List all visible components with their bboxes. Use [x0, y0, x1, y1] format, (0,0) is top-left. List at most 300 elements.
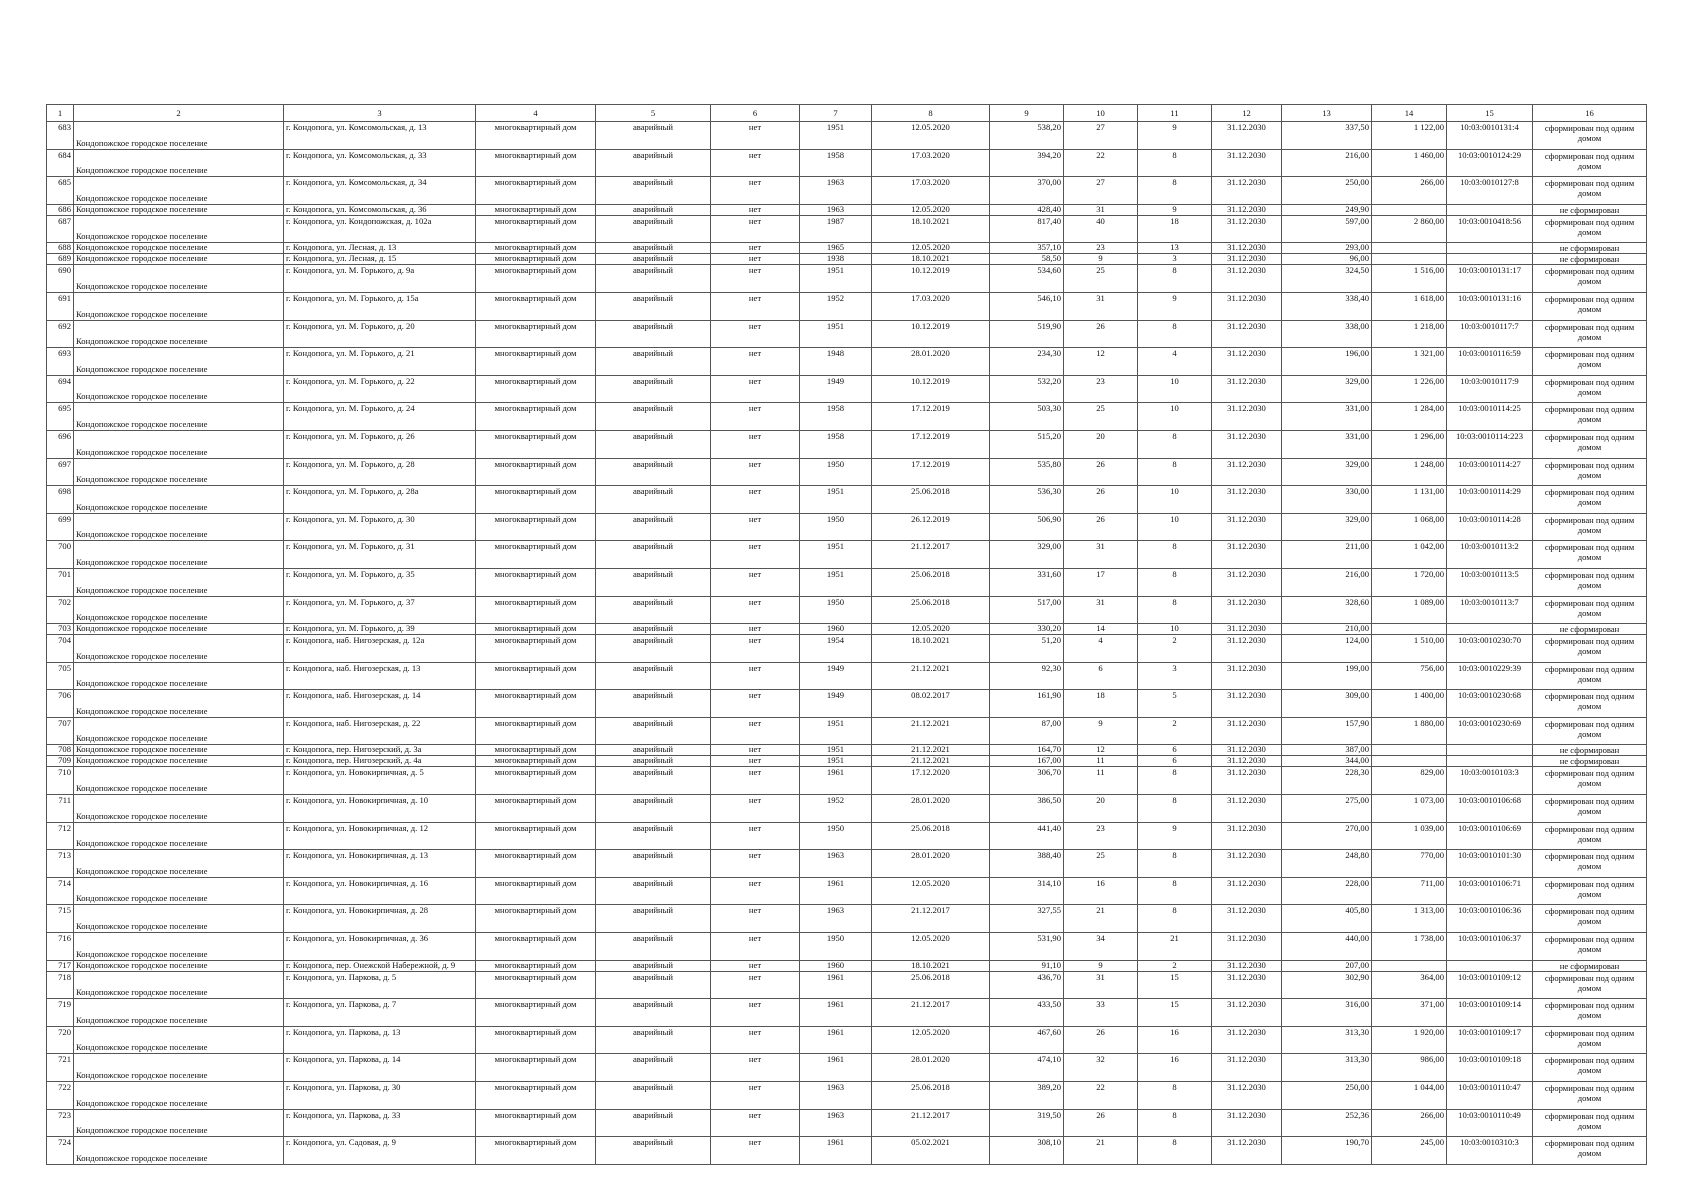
cell-col-5: аварийный [596, 999, 711, 1027]
cell-col-5: аварийный [596, 215, 711, 243]
cell-col-15: 10:03:0010109:17 [1447, 1026, 1533, 1054]
cell-col-12: 31.12.2030 [1212, 850, 1282, 878]
cell-col-1: 698 [47, 486, 74, 514]
cell-col-12: 31.12.2030 [1212, 430, 1282, 458]
cell-col-11: 8 [1138, 767, 1212, 795]
table-row [47, 243, 1647, 254]
cell-col-15: 10:03:0010117:9 [1447, 375, 1533, 403]
cell-col-14 [1372, 243, 1447, 254]
cell-col-12: 31.12.2030 [1212, 204, 1282, 215]
cell-col-1: 686 [47, 204, 74, 215]
cell-col-13: 440,00 [1282, 933, 1372, 961]
cell-col-9: 308,10 [990, 1137, 1064, 1165]
cell-col-11: 4 [1138, 348, 1212, 376]
cell-col-5: аварийный [596, 265, 711, 293]
cell-col-3: г. Кондопога, ул. Комсомольская, д. 36 [284, 204, 476, 215]
cell-col-6: нет [711, 905, 800, 933]
table-row [47, 933, 1647, 961]
cell-col-14: 1 122,00 [1372, 122, 1447, 150]
cell-col-7: 1950 [800, 596, 872, 624]
cell-col-6: нет [711, 1082, 800, 1110]
cell-col-4: многоквартирный дом [476, 933, 596, 961]
cell-col-12: 31.12.2030 [1212, 215, 1282, 243]
cell-col-10: 26 [1064, 1109, 1138, 1137]
cell-col-1: 712 [47, 822, 74, 850]
cell-col-4: многоквартирный дом [476, 745, 596, 756]
table-row [47, 635, 1647, 663]
cell-col-7: 1951 [800, 745, 872, 756]
cell-col-7: 1950 [800, 513, 872, 541]
cell-col-7: 1951 [800, 486, 872, 514]
cell-col-5: аварийный [596, 541, 711, 569]
cell-col-11: 8 [1138, 795, 1212, 823]
cell-col-16: не сформирован [1533, 624, 1647, 635]
cell-col-8: 26.12.2019 [872, 513, 990, 541]
cell-col-16: сформирован под одним домом [1533, 458, 1647, 486]
column-header-15: 15 [1447, 105, 1533, 122]
cell-col-13: 328,60 [1282, 596, 1372, 624]
cell-col-8: 25.06.2018 [872, 568, 990, 596]
cell-col-10: 31 [1064, 541, 1138, 569]
cell-col-13: 329,00 [1282, 375, 1372, 403]
cell-col-4: многоквартирный дом [476, 292, 596, 320]
table-row [47, 662, 1647, 690]
cell-col-13: 275,00 [1282, 795, 1372, 823]
cell-col-5: аварийный [596, 756, 711, 767]
cell-col-15: 10:03:0010113:7 [1447, 596, 1533, 624]
housing-registry-table [46, 104, 1646, 1165]
cell-col-7: 1951 [800, 717, 872, 745]
cell-col-14: 1 296,00 [1372, 430, 1447, 458]
cell-col-15: 10:03:0010116:59 [1447, 348, 1533, 376]
cell-col-11: 6 [1138, 745, 1212, 756]
column-header-12: 12 [1212, 105, 1282, 122]
cell-col-15: 10:03:0010114:25 [1447, 403, 1533, 431]
cell-col-8: 21.12.2017 [872, 541, 990, 569]
cell-col-10: 12 [1064, 348, 1138, 376]
cell-col-5: аварийный [596, 877, 711, 905]
cell-col-5: аварийный [596, 624, 711, 635]
cell-col-15: 10:03:0010113:5 [1447, 568, 1533, 596]
cell-col-5: аварийный [596, 905, 711, 933]
cell-col-5: аварийный [596, 971, 711, 999]
cell-col-12: 31.12.2030 [1212, 717, 1282, 745]
cell-col-6: нет [711, 1054, 800, 1082]
cell-col-8: 28.01.2020 [872, 850, 990, 878]
cell-col-6: нет [711, 403, 800, 431]
cell-col-16: сформирован под одним домом [1533, 375, 1647, 403]
cell-col-5: аварийный [596, 458, 711, 486]
cell-col-10: 23 [1064, 822, 1138, 850]
header-row [47, 105, 1647, 122]
cell-col-8: 18.10.2021 [872, 215, 990, 243]
cell-col-6: нет [711, 215, 800, 243]
cell-col-8: 05.02.2021 [872, 1137, 990, 1165]
cell-col-16: сформирован под одним домом [1533, 513, 1647, 541]
cell-col-8: 10.12.2019 [872, 320, 990, 348]
cell-col-4: многоквартирный дом [476, 971, 596, 999]
cell-col-1: 685 [47, 177, 74, 205]
cell-col-12: 31.12.2030 [1212, 999, 1282, 1027]
cell-col-10: 31 [1064, 971, 1138, 999]
cell-col-1: 690 [47, 265, 74, 293]
cell-col-10: 20 [1064, 795, 1138, 823]
cell-col-8: 17.12.2019 [872, 430, 990, 458]
table-row [47, 1109, 1647, 1137]
cell-col-6: нет [711, 960, 800, 971]
table-row [47, 624, 1647, 635]
cell-col-4: многоквартирный дом [476, 999, 596, 1027]
cell-col-2: Кондопожское городское поселение [74, 933, 284, 961]
cell-col-2: Кондопожское городское поселение [74, 403, 284, 431]
cell-col-2: Кондопожское городское поселение [74, 292, 284, 320]
cell-col-16: сформирован под одним домом [1533, 348, 1647, 376]
cell-col-6: нет [711, 122, 800, 150]
cell-col-15 [1447, 756, 1533, 767]
table-row [47, 215, 1647, 243]
cell-col-10: 18 [1064, 690, 1138, 718]
cell-col-8: 12.05.2020 [872, 122, 990, 150]
table-row [47, 1082, 1647, 1110]
cell-col-11: 8 [1138, 177, 1212, 205]
cell-col-2: Кондопожское городское поселение [74, 635, 284, 663]
cell-col-12: 31.12.2030 [1212, 375, 1282, 403]
cell-col-5: аварийный [596, 1082, 711, 1110]
cell-col-6: нет [711, 624, 800, 635]
cell-col-5: аварийный [596, 403, 711, 431]
cell-col-11: 8 [1138, 596, 1212, 624]
table-row [47, 1026, 1647, 1054]
cell-col-3: г. Кондопога, ул. Новокирпичная, д. 28 [284, 905, 476, 933]
cell-col-3: г. Кондопога, ул. М. Горького, д. 15а [284, 292, 476, 320]
cell-col-15: 10:03:0010106:68 [1447, 795, 1533, 823]
cell-col-3: г. Кондопога, ул. Паркова, д. 13 [284, 1026, 476, 1054]
cell-col-8: 17.03.2020 [872, 292, 990, 320]
cell-col-6: нет [711, 204, 800, 215]
table-row [47, 149, 1647, 177]
cell-col-6: нет [711, 486, 800, 514]
cell-col-2: Кондопожское городское поселение [74, 1026, 284, 1054]
cell-col-6: нет [711, 717, 800, 745]
cell-col-3: г. Кондопога, ул. Лесная, д. 15 [284, 254, 476, 265]
cell-col-14: 1 400,00 [1372, 690, 1447, 718]
cell-col-13: 293,00 [1282, 243, 1372, 254]
cell-col-7: 1949 [800, 662, 872, 690]
cell-col-1: 718 [47, 971, 74, 999]
cell-col-1: 699 [47, 513, 74, 541]
cell-col-13: 337,50 [1282, 122, 1372, 150]
cell-col-2: Кондопожское городское поселение [74, 265, 284, 293]
cell-col-10: 23 [1064, 375, 1138, 403]
cell-col-3: г. Кондопога, ул. Лесная, д. 13 [284, 243, 476, 254]
cell-col-8: 25.06.2018 [872, 822, 990, 850]
cell-col-4: многоквартирный дом [476, 756, 596, 767]
cell-col-16: сформирован под одним домом [1533, 265, 1647, 293]
cell-col-3: г. Кондопога, наб. Нигозерская, д. 13 [284, 662, 476, 690]
cell-col-13: 199,00 [1282, 662, 1372, 690]
column-header-9: 9 [990, 105, 1064, 122]
cell-col-2: Кондопожское городское поселение [74, 458, 284, 486]
cell-col-2: Кондопожское городское поселение [74, 795, 284, 823]
cell-col-3: г. Кондопога, ул. Новокирпичная, д. 13 [284, 850, 476, 878]
cell-col-13: 252,36 [1282, 1109, 1372, 1137]
cell-col-9: 519,90 [990, 320, 1064, 348]
cell-col-12: 31.12.2030 [1212, 122, 1282, 150]
cell-col-12: 31.12.2030 [1212, 1109, 1282, 1137]
cell-col-4: многоквартирный дом [476, 458, 596, 486]
cell-col-7: 1950 [800, 458, 872, 486]
cell-col-15: 10:03:0010113:2 [1447, 541, 1533, 569]
cell-col-4: многоквартирный дом [476, 596, 596, 624]
cell-col-14: 371,00 [1372, 999, 1447, 1027]
cell-col-16: сформирован под одним домом [1533, 320, 1647, 348]
cell-col-8: 21.12.2021 [872, 745, 990, 756]
cell-col-10: 14 [1064, 624, 1138, 635]
cell-col-14: 1 460,00 [1372, 149, 1447, 177]
table-row [47, 745, 1647, 756]
cell-col-3: г. Кондопога, ул. Новокирпичная, д. 12 [284, 822, 476, 850]
cell-col-13: 210,00 [1282, 624, 1372, 635]
cell-col-12: 31.12.2030 [1212, 541, 1282, 569]
cell-col-3: г. Кондопога, ул. М. Горького, д. 24 [284, 403, 476, 431]
cell-col-15 [1447, 254, 1533, 265]
cell-col-4: многоквартирный дом [476, 149, 596, 177]
cell-col-7: 1950 [800, 822, 872, 850]
cell-col-12: 31.12.2030 [1212, 1082, 1282, 1110]
cell-col-1: 683 [47, 122, 74, 150]
cell-col-4: многоквартирный дом [476, 177, 596, 205]
cell-col-12: 31.12.2030 [1212, 767, 1282, 795]
cell-col-13: 313,30 [1282, 1026, 1372, 1054]
cell-col-13: 309,00 [1282, 690, 1372, 718]
cell-col-9: 536,30 [990, 486, 1064, 514]
column-header-8: 8 [872, 105, 990, 122]
cell-col-6: нет [711, 348, 800, 376]
cell-col-15: 10:03:0010230:69 [1447, 717, 1533, 745]
cell-col-10: 21 [1064, 1137, 1138, 1165]
cell-col-8: 25.06.2018 [872, 1082, 990, 1110]
cell-col-12: 31.12.2030 [1212, 265, 1282, 293]
cell-col-2: Кондопожское городское поселение [74, 905, 284, 933]
cell-col-1: 715 [47, 905, 74, 933]
cell-col-14: 1 248,00 [1372, 458, 1447, 486]
cell-col-4: многоквартирный дом [476, 215, 596, 243]
cell-col-7: 1958 [800, 403, 872, 431]
cell-col-10: 27 [1064, 177, 1138, 205]
cell-col-12: 31.12.2030 [1212, 177, 1282, 205]
cell-col-11: 18 [1138, 215, 1212, 243]
cell-col-4: многоквартирный дом [476, 513, 596, 541]
cell-col-5: аварийный [596, 1054, 711, 1082]
cell-col-11: 10 [1138, 624, 1212, 635]
cell-col-4: многоквартирный дом [476, 204, 596, 215]
cell-col-5: аварийный [596, 850, 711, 878]
cell-col-11: 6 [1138, 756, 1212, 767]
cell-col-2: Кондопожское городское поселение [74, 254, 284, 265]
cell-col-8: 21.12.2017 [872, 999, 990, 1027]
cell-col-10: 9 [1064, 254, 1138, 265]
cell-col-6: нет [711, 320, 800, 348]
cell-col-16: сформирован под одним домом [1533, 767, 1647, 795]
cell-col-13: 330,00 [1282, 486, 1372, 514]
table-row [47, 486, 1647, 514]
table-row [47, 717, 1647, 745]
cell-col-9: 329,00 [990, 541, 1064, 569]
cell-col-2: Кондопожское городское поселение [74, 243, 284, 254]
cell-col-2: Кондопожское городское поселение [74, 717, 284, 745]
cell-col-8: 17.12.2020 [872, 767, 990, 795]
cell-col-15: 10:03:0010103:3 [1447, 767, 1533, 795]
cell-col-6: нет [711, 1109, 800, 1137]
cell-col-14: 266,00 [1372, 1109, 1447, 1137]
cell-col-5: аварийный [596, 1109, 711, 1137]
cell-col-2: Кондопожское городское поселение [74, 320, 284, 348]
cell-col-7: 1951 [800, 756, 872, 767]
cell-col-1: 716 [47, 933, 74, 961]
cell-col-14 [1372, 960, 1447, 971]
cell-col-7: 1938 [800, 254, 872, 265]
cell-col-7: 1950 [800, 933, 872, 961]
cell-col-1: 696 [47, 430, 74, 458]
cell-col-12: 31.12.2030 [1212, 486, 1282, 514]
cell-col-5: аварийный [596, 177, 711, 205]
cell-col-8: 17.12.2019 [872, 403, 990, 431]
cell-col-15: 10:03:0010131:16 [1447, 292, 1533, 320]
cell-col-11: 10 [1138, 403, 1212, 431]
cell-col-13: 329,00 [1282, 513, 1372, 541]
cell-col-8: 18.10.2021 [872, 960, 990, 971]
table-row [47, 375, 1647, 403]
cell-col-7: 1963 [800, 905, 872, 933]
column-header-11: 11 [1138, 105, 1212, 122]
cell-col-10: 20 [1064, 430, 1138, 458]
cell-col-6: нет [711, 541, 800, 569]
column-header-1: 1 [47, 105, 74, 122]
cell-col-10: 11 [1064, 767, 1138, 795]
cell-col-7: 1963 [800, 850, 872, 878]
cell-col-12: 31.12.2030 [1212, 348, 1282, 376]
cell-col-11: 8 [1138, 850, 1212, 878]
cell-col-16: сформирован под одним домом [1533, 717, 1647, 745]
cell-col-12: 31.12.2030 [1212, 1026, 1282, 1054]
cell-col-2: Кондопожское городское поселение [74, 204, 284, 215]
cell-col-8: 25.06.2018 [872, 596, 990, 624]
cell-col-13: 597,00 [1282, 215, 1372, 243]
cell-col-10: 16 [1064, 877, 1138, 905]
cell-col-5: аварийный [596, 717, 711, 745]
cell-col-15: 10:03:0010114:28 [1447, 513, 1533, 541]
cell-col-2: Кондопожское городское поселение [74, 971, 284, 999]
cell-col-13: 329,00 [1282, 458, 1372, 486]
table-row [47, 513, 1647, 541]
cell-col-10: 11 [1064, 756, 1138, 767]
cell-col-8: 18.10.2021 [872, 635, 990, 663]
cell-col-9: 538,20 [990, 122, 1064, 150]
cell-col-7: 1961 [800, 1054, 872, 1082]
cell-col-1: 694 [47, 375, 74, 403]
cell-col-4: многоквартирный дом [476, 568, 596, 596]
cell-col-11: 10 [1138, 375, 1212, 403]
cell-col-7: 1961 [800, 1026, 872, 1054]
cell-col-4: многоквартирный дом [476, 767, 596, 795]
cell-col-7: 1963 [800, 204, 872, 215]
cell-col-3: г. Кондопога, ул. Садовая, д. 9 [284, 1137, 476, 1165]
table-row [47, 596, 1647, 624]
cell-col-16: сформирован под одним домом [1533, 215, 1647, 243]
cell-col-8: 17.03.2020 [872, 177, 990, 205]
cell-col-4: многоквартирный дом [476, 486, 596, 514]
cell-col-14: 829,00 [1372, 767, 1447, 795]
cell-col-7: 1958 [800, 149, 872, 177]
cell-col-11: 9 [1138, 204, 1212, 215]
cell-col-1: 702 [47, 596, 74, 624]
cell-col-11: 10 [1138, 513, 1212, 541]
cell-col-3: г. Кондопога, ул. М. Горького, д. 35 [284, 568, 476, 596]
cell-col-8: 25.06.2018 [872, 971, 990, 999]
cell-col-3: г. Кондопога, ул. Комсомольская, д. 33 [284, 149, 476, 177]
cell-col-2: Кондопожское городское поселение [74, 745, 284, 756]
cell-col-15 [1447, 960, 1533, 971]
cell-col-13: 324,50 [1282, 265, 1372, 293]
cell-col-16: сформирован под одним домом [1533, 795, 1647, 823]
cell-col-14: 364,00 [1372, 971, 1447, 999]
cell-col-6: нет [711, 822, 800, 850]
cell-col-6: нет [711, 767, 800, 795]
cell-col-4: многоквартирный дом [476, 348, 596, 376]
cell-col-6: нет [711, 513, 800, 541]
cell-col-10: 31 [1064, 596, 1138, 624]
cell-col-6: нет [711, 850, 800, 878]
cell-col-9: 817,40 [990, 215, 1064, 243]
cell-col-9: 92,30 [990, 662, 1064, 690]
cell-col-3: г. Кондопога, пер. Нигозерский, д. 3а [284, 745, 476, 756]
cell-col-16: сформирован под одним домом [1533, 933, 1647, 961]
cell-col-1: 697 [47, 458, 74, 486]
cell-col-4: многоквартирный дом [476, 265, 596, 293]
cell-col-15: 10:03:0010106:37 [1447, 933, 1533, 961]
cell-col-15: 10:03:0010310:3 [1447, 1137, 1533, 1165]
cell-col-8: 21.12.2017 [872, 905, 990, 933]
cell-col-1: 706 [47, 690, 74, 718]
cell-col-3: г. Кондопога, ул. Новокирпичная, д. 36 [284, 933, 476, 961]
cell-col-12: 31.12.2030 [1212, 933, 1282, 961]
cell-col-16: сформирован под одним домом [1533, 1054, 1647, 1082]
cell-col-12: 31.12.2030 [1212, 662, 1282, 690]
cell-col-2: Кондопожское городское поселение [74, 624, 284, 635]
cell-col-5: аварийный [596, 243, 711, 254]
cell-col-6: нет [711, 635, 800, 663]
cell-col-6: нет [711, 662, 800, 690]
cell-col-8: 17.03.2020 [872, 149, 990, 177]
cell-col-9: 506,90 [990, 513, 1064, 541]
cell-col-4: многоквартирный дом [476, 960, 596, 971]
cell-col-4: многоквартирный дом [476, 795, 596, 823]
cell-col-1: 693 [47, 348, 74, 376]
table-row [47, 458, 1647, 486]
cell-col-4: многоквартирный дом [476, 635, 596, 663]
cell-col-14: 1 720,00 [1372, 568, 1447, 596]
cell-col-1: 691 [47, 292, 74, 320]
cell-col-14: 1 920,00 [1372, 1026, 1447, 1054]
cell-col-5: аварийный [596, 122, 711, 150]
cell-col-1: 689 [47, 254, 74, 265]
cell-col-16: не сформирован [1533, 254, 1647, 265]
cell-col-4: многоквартирный дом [476, 320, 596, 348]
cell-col-10: 33 [1064, 999, 1138, 1027]
cell-col-4: многоквартирный дом [476, 375, 596, 403]
cell-col-8: 21.12.2021 [872, 756, 990, 767]
cell-col-9: 314,10 [990, 877, 1064, 905]
